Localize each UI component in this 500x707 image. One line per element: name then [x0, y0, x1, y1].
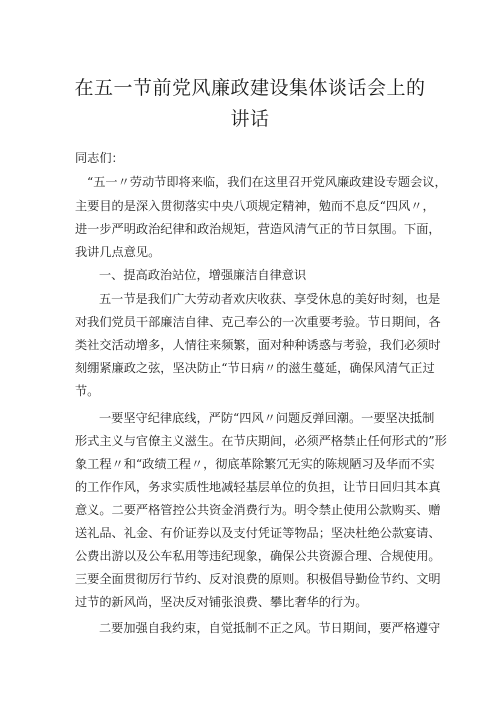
body-line: 的工作作风，务求实质性地减轻基层单位的负担，让节日回归其本真: [75, 480, 441, 494]
body-line: 节。: [75, 384, 100, 398]
document-title-line-1: 在五一节前党风廉政建设集体谈话会上的: [74, 77, 426, 99]
body-line: 公费出游以及公车私用等违纪现象，确保公共资源合理、合规使用。: [75, 549, 441, 563]
body-line: 我讲几点意见。: [75, 245, 161, 259]
body-line: 类社交活动增多，人情往来频繁，面对种种诱惑与考验，我们必须时: [75, 338, 441, 352]
body-line: 二要加强自我约束，自觉抵制不正之风。节日期间，要严格遵守: [99, 621, 441, 635]
body-line: “五一〃劳动节即将来临，我们在这里召开党风廉政建设专题会议，: [87, 175, 447, 189]
body-line: 一要坚守纪律底线，严防“四风〃问题反弹回潮。一要坚决抵制: [99, 411, 435, 425]
body-line: 五一节是我们广大劳动者欢庆收获、享受休息的美好时刻，也是: [99, 292, 441, 306]
body-line: 过节的新风尚，坚决反对铺张浪费、攀比奢华的行为。: [75, 595, 368, 609]
body-line: 进一步严明政治纪律和政治规矩，营造风清气正的节日氛围。下面，: [75, 222, 441, 236]
body-line: 意义。二要严格管控公共资金消费行为。明令禁止使用公款购买、赠: [75, 503, 441, 517]
body-line: 象工程〃和“政绩工程〃，彻底革除繁冗无实的陈规陋习及华而不实: [75, 457, 435, 471]
body-line: 形式主义与官僚主义滋生。在节庆期间，必须严格禁止任何形式的”形: [75, 434, 447, 448]
section-heading: 一、提高政治站位，增强廉洁自律意识: [99, 268, 307, 282]
body-line: 三要全面贯彻厉行节约、反对浪费的原则。积极倡导勤俭节约、文明: [75, 572, 441, 586]
document-title-line-2: 讲话: [230, 108, 270, 130]
salutation: 同志们：: [75, 151, 124, 165]
body-line: 对我们党员干部廉洁自律、克己奉公的一次重要考验。节日期间，各: [75, 315, 441, 329]
body-line: 送礼品、礼金、有价证券以及支付凭证等物品；坚决杜绝公款宴请、: [75, 526, 441, 540]
body-line: 主要目的是深入贯彻落实中央八项规定精神，勉而不息反“四风〃，: [75, 199, 435, 213]
body-line: 刻绷紧廉政之弦，坚决防止“节日病〃的滋生蔓延，确保风清气正过: [75, 361, 435, 375]
